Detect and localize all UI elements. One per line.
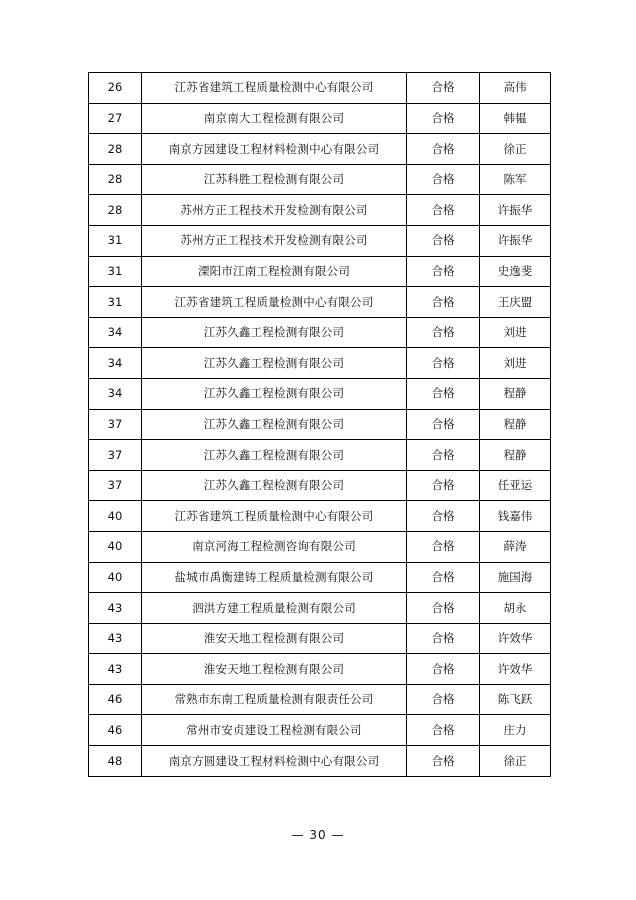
table-row [89,225,551,256]
person-name: 徐正 [480,134,551,165]
organization-name: 淮安天地工程检测有限公司 [142,623,407,654]
person-name: 任亚运 [480,470,551,501]
table-row [89,134,551,165]
row-number: 31 [89,225,142,256]
row-number: 43 [89,654,142,685]
result-value: 合格 [407,195,480,226]
table-row [89,348,551,379]
row-number: 40 [89,562,142,593]
person-name: 胡永 [480,593,551,624]
row-number: 40 [89,501,142,532]
result-value: 合格 [407,256,480,287]
table-row [89,195,551,226]
table-row [89,746,551,777]
organization-name: 常熟市东南工程质量检测有限责任公司 [142,684,407,715]
person-name: 薛涛 [480,531,551,562]
row-number: 28 [89,195,142,226]
row-number: 27 [89,103,142,134]
table-row [89,440,551,471]
organization-name: 淮安天地工程检测有限公司 [142,654,407,685]
person-name: 许振华 [480,195,551,226]
person-name: 程静 [480,440,551,471]
organization-name: 江苏省建筑工程质量检测中心有限公司 [142,287,407,318]
table-row [89,317,551,348]
person-name: 许振华 [480,225,551,256]
row-number: 37 [89,440,142,471]
person-name: 庄力 [480,715,551,746]
result-value: 合格 [407,440,480,471]
organization-name: 南京南大工程检测有限公司 [142,103,407,134]
result-value: 合格 [407,73,480,104]
row-number: 46 [89,715,142,746]
row-number: 48 [89,746,142,777]
row-number: 34 [89,317,142,348]
table-row [89,287,551,318]
person-name: 刘进 [480,317,551,348]
table-row [89,409,551,440]
person-name: 徐正 [480,746,551,777]
result-value: 合格 [407,593,480,624]
person-name: 王庆盟 [480,287,551,318]
organization-name: 江苏科胜工程检测有限公司 [142,164,407,195]
result-value: 合格 [407,501,480,532]
organization-name: 江苏久鑫工程检测有限公司 [142,470,407,501]
result-value: 合格 [407,623,480,654]
result-value: 合格 [407,562,480,593]
row-number: 46 [89,684,142,715]
row-number: 28 [89,134,142,165]
table-body [89,73,551,777]
result-value: 合格 [407,317,480,348]
table-row [89,531,551,562]
row-number: 31 [89,256,142,287]
organization-name: 江苏省建筑工程质量检测中心有限公司 [142,501,407,532]
organization-name: 溧阳市江南工程检测有限公司 [142,256,407,287]
result-value: 合格 [407,134,480,165]
organization-name: 泗洪方建工程质量检测有限公司 [142,593,407,624]
person-name: 高伟 [480,73,551,104]
organization-name: 江苏久鑫工程检测有限公司 [142,440,407,471]
person-name: 施国海 [480,562,551,593]
result-value: 合格 [407,684,480,715]
page-number: — 30 — [291,828,345,842]
table-row [89,593,551,624]
table-row [89,73,551,104]
table-row [89,623,551,654]
table-row [89,715,551,746]
organization-name: 江苏久鑫工程检测有限公司 [142,317,407,348]
result-value: 合格 [407,715,480,746]
organization-name: 江苏久鑫工程检测有限公司 [142,348,407,379]
table-row [89,378,551,409]
person-name: 刘进 [480,348,551,379]
row-number: 37 [89,409,142,440]
table-row [89,256,551,287]
table-row [89,103,551,134]
person-name: 韩韫 [480,103,551,134]
result-value: 合格 [407,531,480,562]
row-number: 43 [89,623,142,654]
result-value: 合格 [407,378,480,409]
result-value: 合格 [407,348,480,379]
person-name: 许效华 [480,654,551,685]
person-name: 许效华 [480,623,551,654]
result-value: 合格 [407,287,480,318]
person-name: 钱嘉伟 [480,501,551,532]
result-value: 合格 [407,409,480,440]
table-row [89,164,551,195]
result-value: 合格 [407,103,480,134]
organization-name: 南京方园建设工程材料检测中心有限公司 [142,134,407,165]
result-value: 合格 [407,654,480,685]
organization-name: 常州市安贞建设工程检测有限公司 [142,715,407,746]
table-row [89,470,551,501]
organization-name: 江苏省建筑工程质量检测中心有限公司 [142,73,407,104]
person-name: 程静 [480,378,551,409]
person-name: 史逸斐 [480,256,551,287]
organization-name: 苏州方正工程技术开发检测有限公司 [142,195,407,226]
organization-name: 南京河海工程检测咨询有限公司 [142,531,407,562]
row-number: 28 [89,164,142,195]
result-value: 合格 [407,746,480,777]
row-number: 34 [89,348,142,379]
table-row [89,684,551,715]
organization-name: 江苏久鑫工程检测有限公司 [142,409,407,440]
row-number: 40 [89,531,142,562]
inspection-results-table [88,72,551,777]
row-number: 37 [89,470,142,501]
person-name: 陈飞跃 [480,684,551,715]
organization-name: 江苏久鑫工程检测有限公司 [142,378,407,409]
result-value: 合格 [407,164,480,195]
row-number: 26 [89,73,142,104]
row-number: 31 [89,287,142,318]
row-number: 43 [89,593,142,624]
organization-name: 苏州方正工程技术开发检测有限公司 [142,225,407,256]
person-name: 陈军 [480,164,551,195]
table-row [89,654,551,685]
table-row [89,501,551,532]
organization-name: 南京方圆建设工程材料检测中心有限公司 [142,746,407,777]
table-row [89,562,551,593]
organization-name: 盐城市禹衡建铸工程质量检测有限公司 [142,562,407,593]
person-name: 程静 [480,409,551,440]
result-value: 合格 [407,470,480,501]
result-value: 合格 [407,225,480,256]
row-number: 34 [89,378,142,409]
page-content [88,72,550,777]
